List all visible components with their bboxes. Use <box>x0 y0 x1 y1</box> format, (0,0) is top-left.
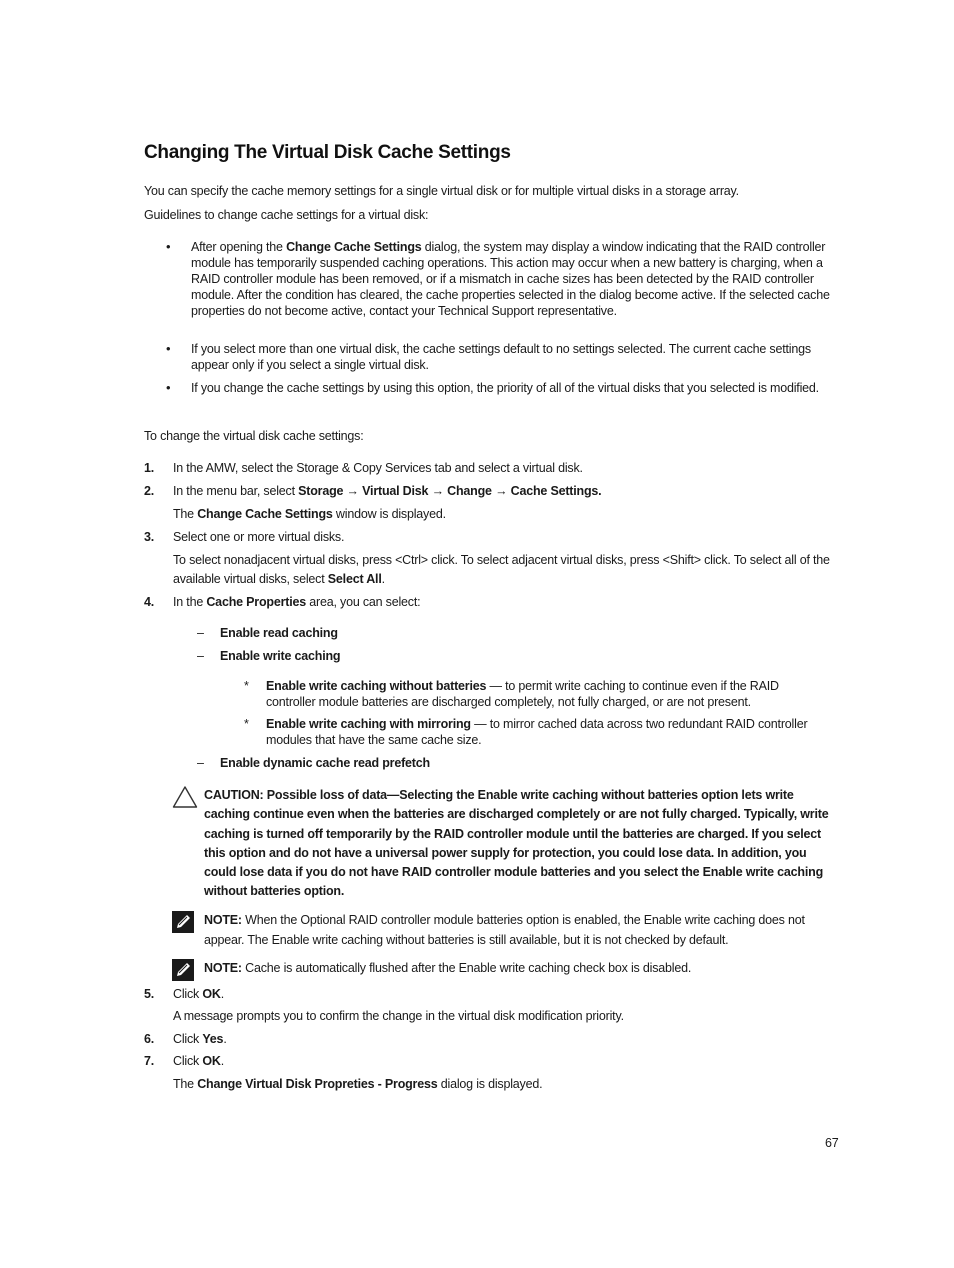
step-4-text: In the Cache Properties area, you can select: <box>173 595 421 609</box>
step-3-text: Select one or more virtual disks. <box>173 530 345 544</box>
step-1-text: In the AMW, select the Storage & Copy Services tab and select a virtual disk. <box>173 461 583 475</box>
suboption-without-batteries: Enable write caching without batteries — to permit write caching to continue even if the RAID controller module batteries are discharged completely, not fully charged, or are not present. <box>266 679 779 709</box>
step-3-detail: To select nonadjacent virtual disks, press <Ctrl> click. To select adjacent virtual disks, press <Shift> click. To select all of the available virtual disks, select Select All. <box>173 553 830 586</box>
bullet-item-2: If you select more than one virtual disk, the cache settings default to no settings selected. The current cache settings appear only if you select a single virtual disk. <box>191 342 811 372</box>
step-number: 6. <box>144 1032 155 1046</box>
page-title: Changing The Virtual Disk Cache Settings <box>144 142 511 163</box>
step-6-text: Click Yes. <box>173 1032 227 1046</box>
step-7-result: The Change Virtual Disk Propreties - Progress dialog is displayed. <box>173 1077 543 1091</box>
caution-text: CAUTION: Possible loss of data—Selecting the Enable write caching without batteries option lets write caching continue even when the batteries are discharged completely or are not fully charged. Typically, write caching is turned off temporarily by the RAID controller module until the batteries are charged. If you select this option and do not have a universal power supply for protection, you could lose data. In addition, you could lose data if you do not have RAID controller module batteries and you select the Enable write caching without batteries option. <box>204 788 829 899</box>
note-icon <box>172 911 196 935</box>
suboption-with-mirroring: Enable write caching with mirroring — to mirror cached data across two redundant RAID controller modules that have the same cache size. <box>266 717 808 747</box>
bullet-item-3: If you change the cache settings by using this option, the priority of all of the virtual disks that you selected is modified. <box>191 381 819 395</box>
star-marker: * <box>244 717 249 731</box>
menu-path-storage: Storage <box>298 484 344 498</box>
step-number: 2. <box>144 484 155 498</box>
option-write-caching: Enable write caching <box>220 649 341 663</box>
bullet-item-1: After opening the Change Cache Settings dialog, the system may display a window indicating that the RAID controller module has temporarily suspended caching operations. This action may occur when a new battery is charging, when a RAID controller module has been removed, or if a mismatch in cache sizes has been detected by the RAID controller module. After the condition has cleared, the cache properties selected in the dialog become active. If the selected cache properties do not become active, contact your Technical Support representative. <box>191 240 830 318</box>
dash-marker: – <box>197 626 204 640</box>
step-7-text: Click OK. <box>173 1054 224 1068</box>
step-2-result: The Change Cache Settings window is displayed. <box>173 507 446 521</box>
step-number: 1. <box>144 461 155 475</box>
dash-marker: – <box>197 649 204 663</box>
option-read-caching: Enable read caching <box>220 626 338 640</box>
bullet-marker: • <box>166 380 171 395</box>
option-dynamic-prefetch: Enable dynamic cache read prefetch <box>220 756 430 770</box>
menu-path-cache-settings: Cache Settings. <box>510 484 602 498</box>
caution-icon <box>172 785 196 809</box>
guidelines-intro: Guidelines to change cache settings for a virtual disk: <box>144 208 429 222</box>
step-5-text: Click OK. <box>173 987 224 1001</box>
note-2: NOTE: Cache is automatically flushed after the Enable write caching check box is disabled. <box>204 961 692 975</box>
dash-marker: – <box>197 756 204 770</box>
step-number: 3. <box>144 530 155 544</box>
step-number: 7. <box>144 1054 155 1068</box>
note-1: NOTE: When the Optional RAID controller module batteries option is enabled, the Enable write caching does not appear. The Enable write caching without batteries is still available, but it is not checked by default. <box>204 913 805 947</box>
bullet-marker: • <box>166 341 171 356</box>
bullet-marker: • <box>166 239 171 254</box>
note-icon <box>172 959 196 983</box>
steps-intro: To change the virtual disk cache settings: <box>144 429 364 443</box>
step-number: 4. <box>144 595 155 609</box>
menu-path-virtual-disk: Virtual Disk <box>362 484 429 498</box>
page-number: 67 <box>825 1136 839 1150</box>
step-5-result: A message prompts you to confirm the change in the virtual disk modification priority. <box>173 1009 624 1023</box>
intro-paragraph: You can specify the cache memory settings for a single virtual disk or for multiple virtual disks in a storage array. <box>144 184 739 198</box>
step-2-text: In the menu bar, select Storage → Virtual Disk → Change → Cache Settings. <box>173 484 602 498</box>
star-marker: * <box>244 679 249 693</box>
menu-path-change: Change <box>447 484 492 498</box>
step-number: 5. <box>144 987 155 1001</box>
